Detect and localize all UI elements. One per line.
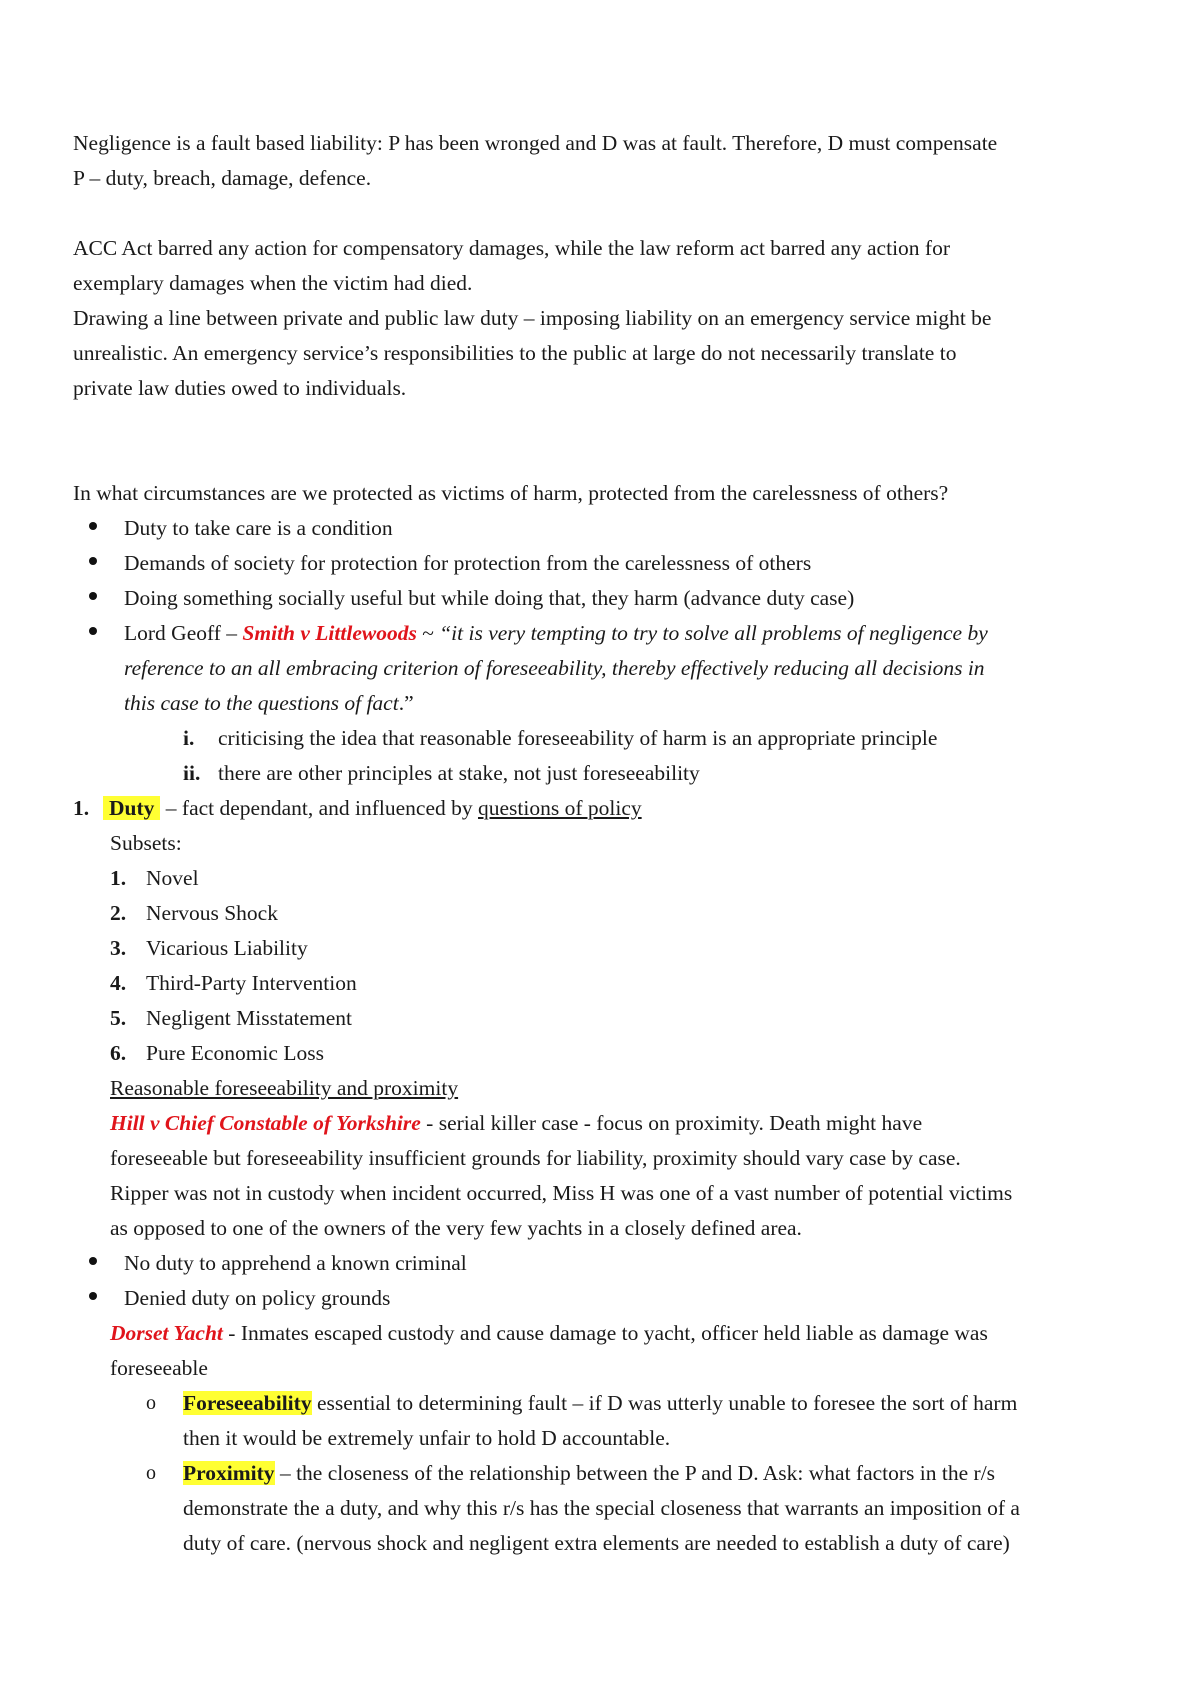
- bullet-icon: [86, 563, 98, 575]
- para2-line3: Drawing a line between private and public law duty – imposing liability on an emergency service might be: [73, 306, 992, 330]
- bullet-item: Duty to take care is a condition: [124, 516, 393, 540]
- bullet-icon: [86, 1263, 98, 1275]
- rfp-heading: Reasonable foreseeability and proximity: [110, 1076, 459, 1100]
- subset-number: 5.: [110, 1006, 127, 1030]
- geoff-line3: [124, 686, 414, 721]
- questions-of-policy: questions of policy: [478, 796, 642, 820]
- para2-line4: unrealistic. An emergency service’s responsibilities to the public at large do not necessarily translate to: [73, 341, 957, 365]
- bullet-item: Doing something socially useful but while doing that, they harm (advance duty case): [124, 586, 855, 610]
- case-name-dorset-yacht: Dorset Yacht: [110, 1321, 223, 1345]
- subset-item: Vicarious Liability: [146, 936, 308, 960]
- duty-highlight: Duty: [103, 796, 160, 820]
- hill-line1: [110, 1106, 922, 1141]
- subset-number: 2.: [110, 901, 127, 925]
- geoff-quote-part2: reference to an all embracing criterion of foreseeability, thereby effectively reducing all decisions in: [124, 656, 985, 680]
- para2-line2: exemplary damages when the victim had died.: [73, 271, 473, 295]
- circle-bullet-icon: o: [146, 1392, 156, 1414]
- dorset-text1: - Inmates escaped custody and cause damage to yacht, officer held liable as damage was: [222, 1321, 988, 1345]
- para2-line1: ACC Act barred any action for compensatory damages, while the law reform act barred any action for: [73, 236, 950, 260]
- bullet-icon: [86, 598, 98, 610]
- hill-bullet-item: Denied duty on policy grounds: [124, 1286, 391, 1310]
- roman-item: criticising the idea that reasonable foreseeability of harm is an appropriate principle: [218, 726, 938, 750]
- duty-line: [103, 791, 642, 826]
- subsets-label: Subsets:: [110, 831, 182, 855]
- prox-line1: [183, 1456, 995, 1491]
- subset-item: Pure Economic Loss: [146, 1041, 324, 1065]
- hill-line4: as opposed to one of the owners of the very few yachts in a closely defined area.: [110, 1216, 802, 1240]
- hill-bullet-item: No duty to apprehend a known criminal: [124, 1251, 467, 1275]
- geoff-separator: ~: [416, 621, 440, 645]
- para1-line1: Negligence is a fault based liability: P has been wronged and D was at fault. Therefore, D must compensate: [73, 131, 998, 155]
- case-name-hill: Hill v Chief Constable of Yorkshire: [110, 1111, 421, 1135]
- bullet-item: Demands of society for protection for protection from the carelessness of others: [124, 551, 812, 575]
- subset-number: 1.: [110, 866, 127, 890]
- subset-item: Novel: [146, 866, 199, 890]
- hill-line2: foreseeable but foreseeability insufficient grounds for liability, proximity should vary case by case.: [110, 1146, 961, 1170]
- geoff-quote-part1: “it is very tempting to try to solve all problems of negligence by: [439, 621, 988, 645]
- roman-item: there are other principles at stake, not just foreseeability: [218, 761, 700, 785]
- prox-line2: demonstrate the a duty, and why this r/s has the special closeness that warrants an imposition of a: [183, 1496, 1020, 1520]
- para1-line2: P – duty, breach, damage, defence.: [73, 166, 372, 190]
- subset-item: Third-Party Intervention: [146, 971, 357, 995]
- dorset-line2: foreseeable: [110, 1356, 208, 1380]
- geoff-quote-part3: this case to the questions of fact: [124, 691, 399, 715]
- dorset-line1: [110, 1316, 988, 1351]
- prox-line3: duty of care. (nervous shock and negligent extra elements are needed to establish a duty of care): [183, 1531, 1010, 1555]
- duty-text: – fact dependant, and influenced by: [160, 796, 479, 820]
- roman-number: i.: [183, 726, 195, 750]
- subset-item: Nervous Shock: [146, 901, 278, 925]
- para2-line5: private law duties owed to individuals.: [73, 376, 407, 400]
- bullet-icon: [86, 528, 98, 540]
- geoff-quote-end: .”: [398, 691, 414, 715]
- case-name-smith-v-littlewoods: Smith v Littlewoods: [242, 621, 417, 645]
- subset-item: Negligent Misstatement: [146, 1006, 353, 1030]
- bullet-icon: [86, 1298, 98, 1310]
- fore-text1: essential to determining fault – if D was utterly unable to foresee the sort of harm: [311, 1391, 1018, 1415]
- geoff-prefix: Lord Geoff –: [124, 621, 243, 645]
- subset-number: 4.: [110, 971, 127, 995]
- geoff-line1: [124, 616, 988, 651]
- bullet-icon: [86, 633, 98, 645]
- fore-line2: then it would be extremely unfair to hold D accountable.: [183, 1426, 671, 1450]
- roman-number: ii.: [183, 761, 201, 785]
- question-line: In what circumstances are we protected as victims of harm, protected from the carelessness of others?: [73, 481, 949, 505]
- duty-number: 1.: [73, 796, 90, 820]
- proximity-highlight: Proximity: [183, 1461, 275, 1485]
- circle-bullet-icon: o: [146, 1462, 156, 1484]
- prox-text1: – the closeness of the relationship between the P and D. Ask: what factors in the r/s: [274, 1461, 996, 1485]
- hill-line3: Ripper was not in custody when incident occurred, Miss H was one of a vast number of potential victims: [110, 1181, 1013, 1205]
- subset-number: 3.: [110, 936, 127, 960]
- fore-line1: [183, 1386, 1017, 1421]
- foreseeability-highlight: Foreseeability: [183, 1391, 312, 1415]
- hill-text1: - serial killer case - focus on proximity. Death might have: [420, 1111, 923, 1135]
- subset-number: 6.: [110, 1041, 127, 1065]
